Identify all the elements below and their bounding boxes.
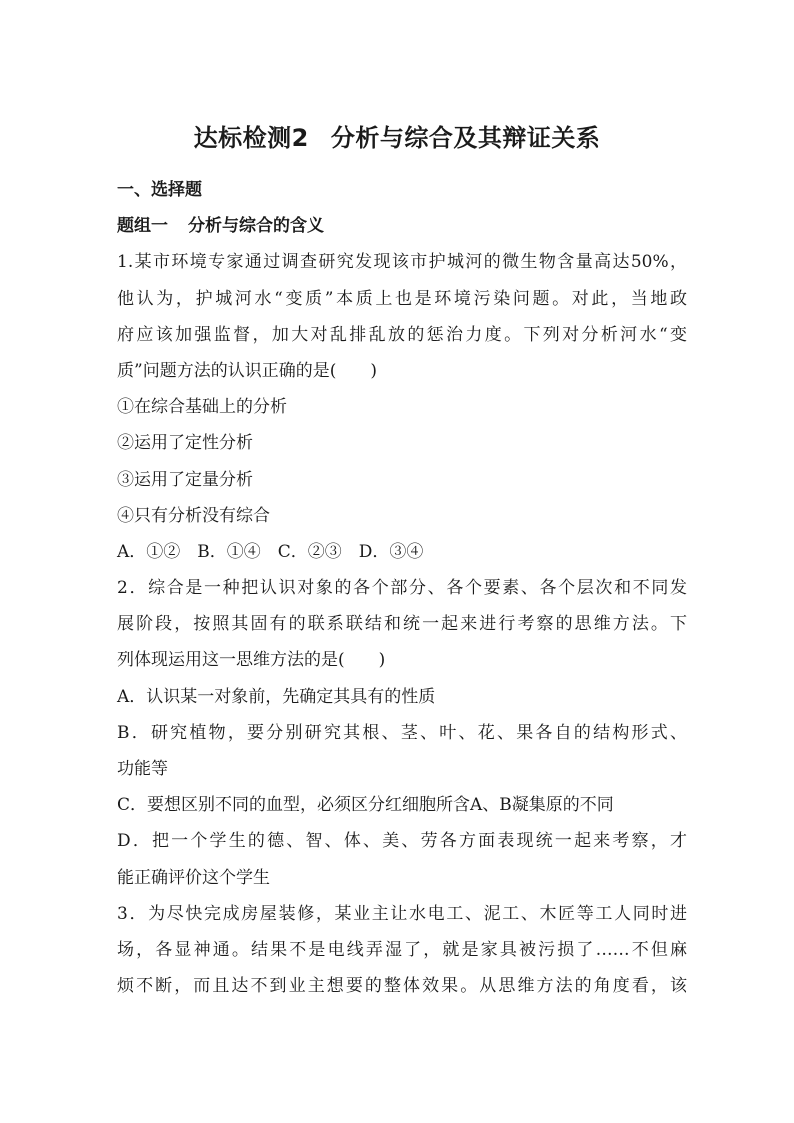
question-text-line: 烦不断，而且达不到业主想要的整体效果。从思维方法的角度看，该: [117, 976, 687, 997]
answer-option-d-cont: 能正确评价这个学生: [117, 867, 270, 888]
question-text-line: 他认为，护城河水“变质”本质上也是环境污染问题。对此，当地政: [117, 288, 687, 309]
statement-option: ④只有分析没有综合: [117, 505, 270, 526]
statement-option: ③运用了定量分析: [117, 469, 253, 490]
section-heading: 一、选择题: [117, 180, 202, 200]
statement-option: ②运用了定性分析: [117, 433, 253, 454]
answer-option-b-cont: 功能等: [117, 759, 168, 779]
answer-choices: A．①② B．①④ C．②③ D．③④: [117, 541, 424, 562]
question-text-line: 质”问题方法的认识正确的是( ): [117, 360, 377, 381]
answer-option-c: C．要想区别不同的血型，必须区分红细胞所含A、B凝集原的不同: [117, 795, 614, 816]
question-text-line: 展阶段，按照其固有的联系联结和统一起来进行考察的思维方法。下: [117, 614, 687, 635]
answer-option-b: B．研究植物，要分别研究其根、茎、叶、花、果各自的结构形式、: [117, 722, 687, 743]
question-text-line: 3．为尽快完成房屋装修，某业主让水电工、泥工、木匠等工人同时进: [117, 903, 687, 924]
answer-option-d: D．把一个学生的德、智、体、美、劳各方面表现统一起来考察，才: [117, 831, 687, 852]
group-heading: [117, 208, 687, 244]
question-text-line: 2．综合是一种把认识对象的各个部分、各个要素、各个层次和不同发: [117, 578, 687, 599]
answer-option-a: A．认识某一对象前，先确定其具有的性质: [117, 686, 436, 707]
group-label: 题组一: [117, 216, 168, 237]
question-text-line: 列体现运用这一思维方法的是( ): [117, 650, 386, 671]
title-text: 分析与综合及其辩证关系: [330, 124, 601, 152]
group-title: 分析与综合的含义: [188, 216, 324, 237]
question-3: [117, 896, 687, 1005]
question-text-line: 场，各显神通。结果不是电线弄湿了，就是家具被污损了……不但麻: [117, 939, 687, 960]
question-text-line: 1.某市环境专家通过调查研究发现该市护城河的微生物含量高达50%，: [117, 252, 687, 273]
question-text-line: 府应该加强监督，加大对乱排乱放的惩治力度。下列对分析河水“变: [117, 324, 687, 345]
question-1: [117, 244, 687, 570]
question-2: [117, 570, 687, 896]
page-title: [0, 118, 794, 153]
statement-option: ①在综合基础上的分析: [117, 397, 287, 418]
document-body: [117, 172, 687, 1004]
title-number: 达标检测2: [193, 124, 309, 152]
